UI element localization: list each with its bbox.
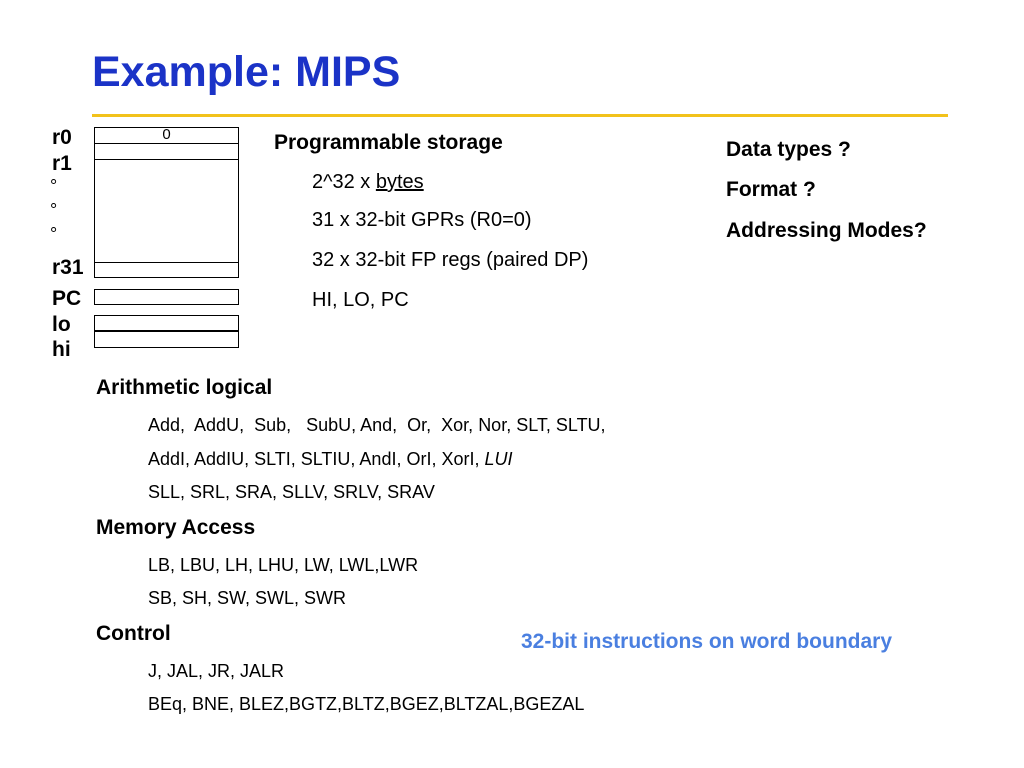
word-boundary-note: 32-bit instructions on word boundary (521, 630, 893, 653)
question-data-types: Data types ? (726, 138, 851, 161)
reg-label-r31: r31 (52, 256, 84, 279)
r0-value: 0 (162, 126, 171, 143)
arithmetic-heading: Arithmetic logical (96, 376, 273, 399)
reg-dot-2: ° (50, 200, 58, 220)
arithmetic-line-3: SLL, SRL, SRA, SLLV, SRLV, SRAV (148, 482, 435, 502)
arithmetic-line-2 (148, 449, 513, 470)
storage-memory-prefix: 2^32 x (312, 171, 376, 193)
arithmetic-line-2-text: AddI, AddIU, SLTI, SLTIU, AndI, OrI, XorI, (148, 449, 485, 469)
reg-label-pc: PC (52, 287, 82, 310)
storage-memory-unit: bytes (375, 171, 424, 193)
arithmetic-lui: LUI (484, 449, 513, 469)
hi-register-box (94, 331, 239, 348)
register-divider-r0 (94, 143, 239, 144)
title-underline-rule (92, 114, 948, 117)
reg-label-r0: r0 (52, 126, 72, 149)
question-format: Format ? (726, 178, 816, 201)
control-heading: Control (96, 622, 171, 645)
arithmetic-line-1: Add, AddU, Sub, SubU, And, Or, Xor, Nor, SLT, SLTU, (148, 415, 606, 435)
storage-special-regs: HI, LO, PC (312, 289, 409, 311)
storage-memory (312, 171, 424, 194)
register-file-box (94, 127, 239, 278)
memory-line-1: LB, LBU, LH, LHU, LW, LWL,LWR (148, 555, 419, 575)
reg-label-lo: lo (52, 313, 71, 336)
reg-label-hi: hi (52, 338, 71, 361)
control-line-2: BEq, BNE, BLEZ,BGTZ,BLTZ,BGEZ,BLTZAL,BGEZAL (148, 694, 585, 714)
storage-fp-regs: 32 x 32-bit FP regs (paired DP) (312, 249, 589, 271)
question-addressing-modes: Addressing Modes? (726, 219, 927, 242)
register-divider-r31 (94, 262, 239, 263)
memory-line-2: SB, SH, SW, SWL, SWR (148, 588, 347, 608)
storage-heading: Programmable storage (274, 131, 503, 154)
slide-title: Example: MIPS (92, 48, 401, 96)
reg-label-r1: r1 (52, 152, 72, 175)
storage-gprs: 31 x 32-bit GPRs (R0=0) (312, 209, 532, 231)
reg-dot-1: ° (50, 176, 58, 196)
pc-register-box (94, 289, 239, 305)
reg-dot-3: ° (50, 224, 58, 244)
memory-heading: Memory Access (96, 516, 256, 539)
control-line-1: J, JAL, JR, JALR (148, 661, 285, 681)
register-divider-r1 (94, 159, 239, 160)
lo-register-box (94, 315, 239, 331)
